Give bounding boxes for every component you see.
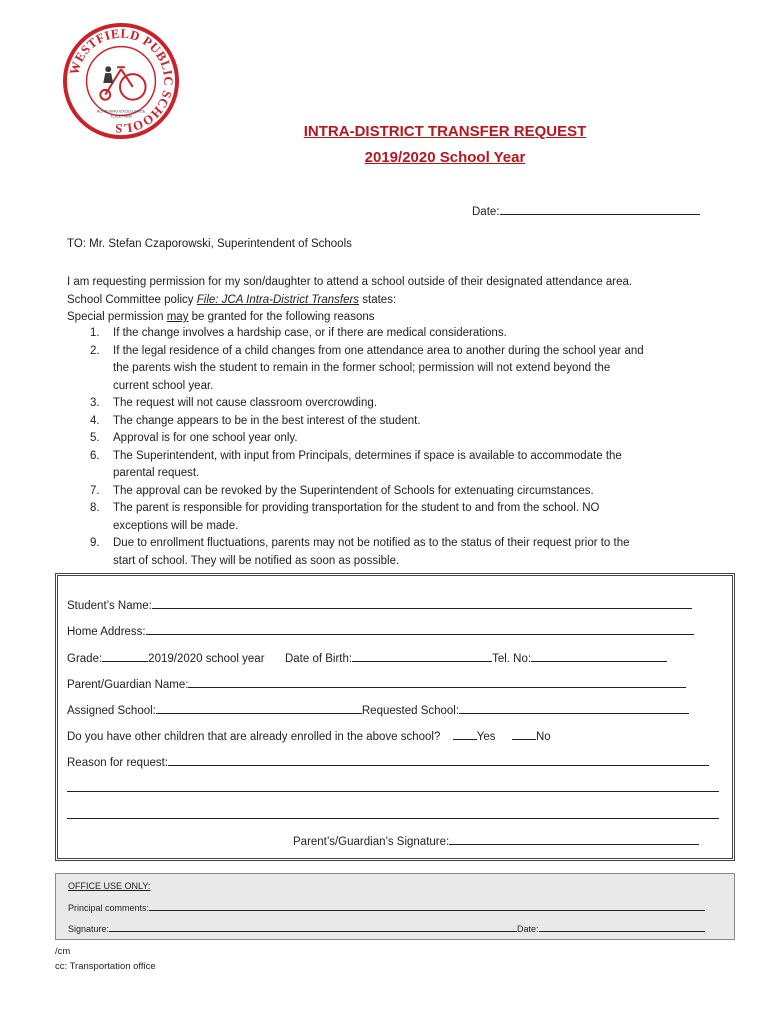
no-label: No bbox=[535, 731, 551, 743]
reason-number: 4. bbox=[90, 414, 100, 427]
home-address-label: Home Address: bbox=[67, 626, 146, 638]
svg-text:TOGETHER: TOGETHER bbox=[110, 113, 132, 119]
reason-text-line: If the legal residence of a child changes from one attendance area to another during the school year and bbox=[113, 344, 644, 357]
parent-name-row[interactable] bbox=[67, 676, 686, 691]
student-name-row[interactable] bbox=[67, 597, 692, 612]
dob-field[interactable] bbox=[352, 650, 492, 662]
dob-label: Date of Birth: bbox=[284, 653, 353, 665]
reason-number: 6. bbox=[90, 449, 100, 462]
yes-checkbox-line[interactable] bbox=[453, 728, 477, 740]
signature-label: Parent’s/Guardian’s Signature: bbox=[293, 836, 450, 848]
other-children-label: Do you have other children that are already enrolled in the above school? bbox=[67, 731, 441, 743]
parent-name-field[interactable] bbox=[188, 676, 686, 688]
office-date-field[interactable] bbox=[539, 923, 705, 932]
document-subtitle: 2019/2020 School Year bbox=[364, 149, 526, 166]
reason-item bbox=[90, 343, 644, 396]
tel-label: Tel. No: bbox=[492, 653, 532, 665]
reason-number: 2. bbox=[90, 344, 100, 357]
reason-item bbox=[90, 500, 644, 535]
school-year-label: 2019/2020 school year bbox=[148, 653, 265, 665]
grade-row bbox=[67, 650, 667, 665]
office-date-label: Date: bbox=[517, 924, 539, 934]
home-address-row[interactable] bbox=[67, 623, 694, 638]
reason-text-line: exceptions will be made. bbox=[113, 519, 239, 532]
svg-text:ACHIEVING EXCELLENCE: ACHIEVING EXCELLENCE bbox=[96, 108, 146, 114]
reason-number: 1. bbox=[90, 327, 100, 339]
reason-text-line: The approval can be revoked by the Superintendent of Schools for extenuating circumstances. bbox=[113, 484, 594, 497]
reasons-list bbox=[90, 325, 644, 570]
reason-text-line: The parent is responsible for providing transportation for the student to and from the school. NO bbox=[113, 502, 600, 514]
reason-item bbox=[90, 535, 644, 570]
signature-field[interactable] bbox=[449, 833, 699, 845]
office-signature-label: Signature: bbox=[68, 924, 110, 934]
reason-field-line-1[interactable] bbox=[168, 754, 709, 766]
reason-text-line: current school year. bbox=[113, 379, 214, 392]
may-emphasis: may bbox=[166, 311, 189, 323]
svg-text:WESTFIELD PUBLIC SCHOOLS: WESTFIELD PUBLIC SCHOOLS bbox=[66, 26, 176, 136]
reason-text-line: start of school. They will be notified as soon as possible. bbox=[113, 554, 400, 567]
reason-text-line: parental request. bbox=[113, 467, 200, 479]
bicycle-icon bbox=[100, 67, 145, 99]
reason-text-line: The change appears to be in the best interest of the student. bbox=[113, 414, 421, 427]
student-name-label: Student’s Name: bbox=[67, 600, 152, 612]
cc-line: cc: Transportation office bbox=[55, 961, 156, 972]
document-title: INTRA-DISTRICT TRANSFER REQUEST bbox=[303, 123, 587, 140]
reason-label: Reason for request: bbox=[67, 757, 169, 769]
initials-line: /cm bbox=[55, 946, 71, 957]
reason-number: 8. bbox=[90, 502, 100, 514]
other-children-row bbox=[67, 728, 551, 743]
intro-paragraph bbox=[67, 274, 632, 327]
office-use-box bbox=[55, 873, 735, 940]
assigned-school-field[interactable] bbox=[156, 702, 362, 714]
date-label: Date: bbox=[472, 206, 500, 218]
reason-text-line: Due to enrollment fluctuations, parents may not be notified as to the status of their request prior to the bbox=[113, 537, 630, 549]
home-address-field[interactable] bbox=[146, 623, 694, 635]
date-field[interactable] bbox=[472, 203, 700, 222]
intro-line-1: I am requesting permission for my son/daughter to attend a school outside of their designated attendance area. bbox=[67, 276, 633, 288]
reason-field-line-3[interactable] bbox=[67, 818, 719, 819]
grade-label: Grade: bbox=[67, 653, 103, 665]
tel-field[interactable] bbox=[531, 650, 667, 662]
reason-row[interactable] bbox=[67, 754, 709, 769]
reason-number: 9. bbox=[90, 537, 100, 549]
reason-text-line: If the change involves a hardship case, or if there are medical considerations. bbox=[113, 327, 507, 339]
reason-field-line-2[interactable] bbox=[67, 791, 719, 792]
requested-school-field[interactable] bbox=[459, 702, 689, 714]
reason-item bbox=[90, 448, 644, 483]
assigned-school-label: Assigned School: bbox=[67, 705, 156, 717]
reason-number: 3. bbox=[90, 397, 100, 409]
reason-number: 5. bbox=[90, 432, 100, 444]
reason-item bbox=[90, 395, 644, 413]
policy-reference: File: JCA Intra-District Transfers bbox=[196, 293, 360, 306]
reason-text-line: The Superintendent, with input from Principals, determines if space is available to accommodate the bbox=[113, 449, 622, 462]
yes-label: Yes bbox=[476, 731, 496, 743]
grade-field[interactable] bbox=[102, 650, 148, 662]
parent-name-label: Parent/Guardian Name: bbox=[67, 679, 189, 691]
requested-school-label: Requested School: bbox=[361, 705, 460, 717]
no-checkbox-line[interactable] bbox=[512, 728, 536, 740]
principal-comments-field[interactable] bbox=[149, 902, 705, 911]
reason-number: 7. bbox=[90, 484, 100, 497]
office-signature-field[interactable] bbox=[109, 923, 517, 932]
reason-text-line: the parents wish the student to remain in the former school; permission will not extend beyond the bbox=[113, 362, 611, 374]
intro-line-2: School Committee policy File: JCA Intra-District Transfers states: bbox=[67, 293, 397, 306]
schools-row bbox=[67, 702, 689, 717]
reason-item bbox=[90, 430, 644, 448]
student-name-field[interactable] bbox=[152, 597, 692, 609]
reason-item bbox=[90, 325, 644, 343]
intro-line-3: Special permission may be granted for the following reasons bbox=[67, 311, 375, 323]
reason-text-line: The request will not cause classroom overcrowding. bbox=[113, 397, 377, 409]
to-line: TO: Mr. Stefan Czaporowski, Superintendent of Schools bbox=[67, 238, 352, 250]
office-use-heading: OFFICE USE ONLY: bbox=[68, 881, 151, 891]
principal-comments-row[interactable] bbox=[68, 902, 705, 913]
signature-row[interactable] bbox=[293, 833, 699, 848]
office-signature-row bbox=[68, 923, 705, 934]
reason-text-line: Approval is for one school year only. bbox=[113, 432, 298, 444]
reason-item bbox=[90, 483, 644, 501]
principal-comments-label: Principal comments: bbox=[68, 903, 150, 913]
reason-item bbox=[90, 413, 644, 431]
